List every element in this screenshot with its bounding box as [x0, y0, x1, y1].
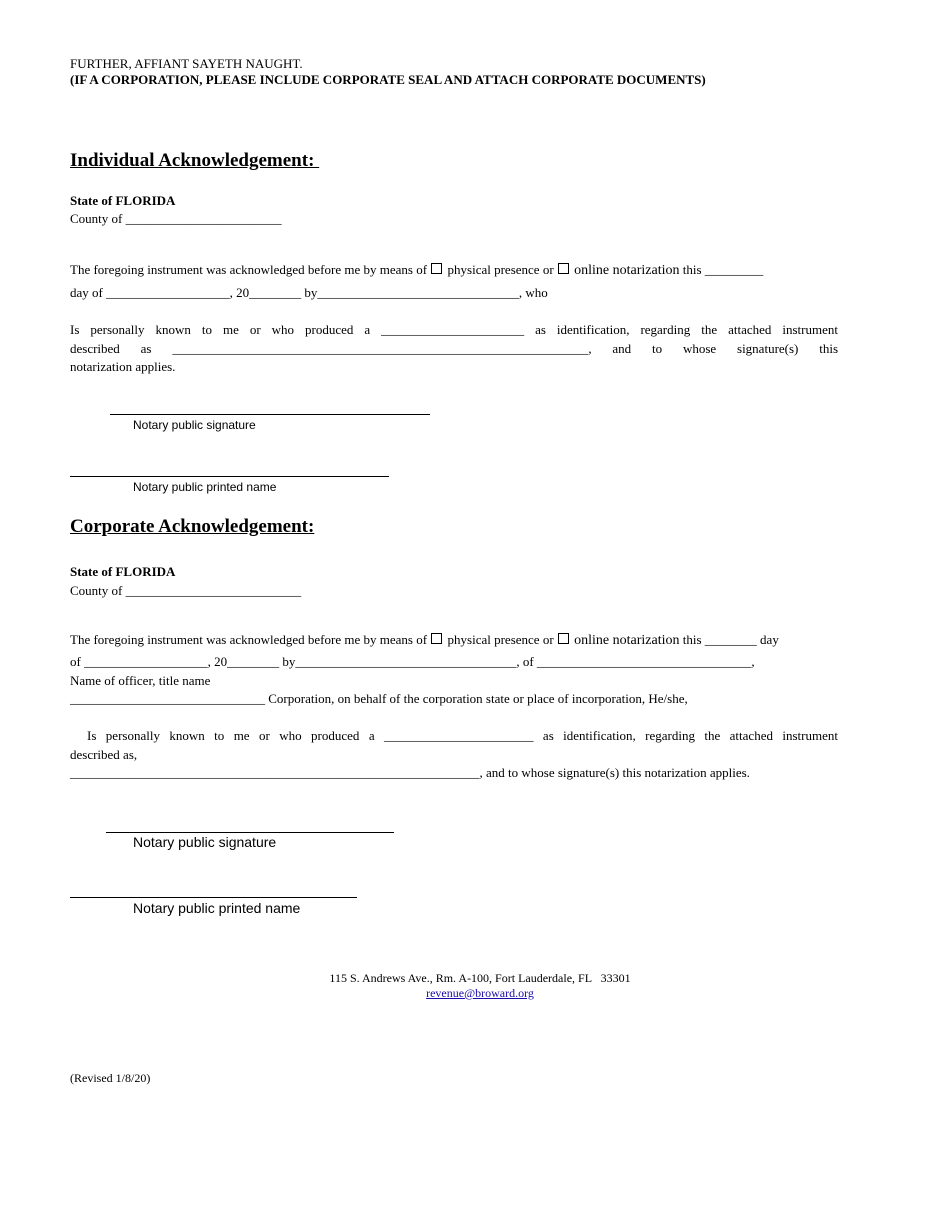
- individual-signature-label: Notary public signature: [133, 418, 256, 432]
- corporate-paragraph-1-line-2[interactable]: of ___________________, 20________ by__________________________________, of _________________________________,: [70, 654, 755, 669]
- footer-address: 115 S. Andrews Ave., Rm. A-100, Fort Lauderdale, FL 33301: [329, 971, 631, 985]
- individual-heading: Individual Acknowledgement:: [70, 150, 320, 171]
- individual-paragraph-2-line-3: notarization applies.: [70, 359, 176, 374]
- individual-paragraph-2-line-1[interactable]: Is personally known to me or who produced a ______________________ as identification, regarding the attached instrument: [70, 322, 838, 337]
- individual-state: State of FLORIDA: [70, 193, 176, 208]
- individual-p1-post: this _________: [679, 262, 764, 277]
- individual-printed-name-line[interactable]: [70, 476, 389, 477]
- corporation-instruction: (IF A CORPORATION, PLEASE INCLUDE CORPORATE SEAL AND ATTACH CORPORATE DOCUMENTS): [70, 72, 706, 87]
- individual-printed-name-label: Notary public printed name: [133, 480, 277, 494]
- corporate-heading: Corporate Acknowledgement:: [70, 516, 315, 537]
- individual-county-field[interactable]: County of ________________________: [70, 211, 282, 226]
- corporate-state: State of FLORIDA: [70, 564, 176, 579]
- corporate-paragraph-2-line-2: described as,: [70, 747, 138, 762]
- corporate-physical-presence-checkbox[interactable]: [431, 633, 442, 644]
- individual-signature-line[interactable]: [110, 414, 430, 415]
- corporate-paragraph-1-line-4[interactable]: ______________________________ Corporation, on behalf of the corporation state or place of incorporation, He/she,: [70, 691, 688, 706]
- online-notarization-checkbox[interactable]: [558, 263, 569, 274]
- corporate-p1-pre: The foregoing instrument was acknowledged before me by means of: [70, 632, 431, 647]
- individual-paragraph-2-line-2[interactable]: described as ________________________________________________________________, and to whose signature(s) this: [70, 341, 838, 356]
- corporate-county-field[interactable]: County of ___________________________: [70, 583, 302, 598]
- corporate-p1-opt2: online notarization: [574, 633, 680, 648]
- corporate-p1-post: this ________ day: [679, 632, 779, 647]
- affiant-statement: FURTHER, AFFIANT SAYETH NAUGHT.: [70, 56, 303, 71]
- individual-paragraph-1-line-2[interactable]: day of ___________________, 20________ by_______________________________, who: [70, 285, 548, 300]
- corporate-signature-label: Notary public signature: [133, 834, 277, 850]
- individual-p1-opt1: physical presence or: [444, 262, 557, 277]
- corporate-paragraph-1-line-1: [70, 632, 779, 649]
- corporate-online-notarization-checkbox[interactable]: [558, 633, 569, 644]
- individual-p1-opt2: online notarization: [574, 263, 680, 278]
- corporate-signature-line[interactable]: [106, 832, 394, 833]
- physical-presence-checkbox[interactable]: [431, 263, 442, 274]
- corporate-paragraph-2-line-3[interactable]: _______________________________________________________________, and to whose signature(s) this notarization applies.: [70, 765, 750, 780]
- corporate-paragraph-2-line-1[interactable]: Is personally known to me or who produced a _______________________ as identification, regarding the attached instrument: [87, 728, 838, 743]
- corporate-printed-name-label: Notary public printed name: [133, 900, 301, 916]
- corporate-p1-opt1: physical presence or: [444, 632, 557, 647]
- footer-email-link[interactable]: revenue@broward.org: [426, 986, 534, 1000]
- footer-email-wrap: [0, 986, 950, 1001]
- revision-note: (Revised 1/8/20): [70, 1071, 151, 1085]
- individual-p1-pre: The foregoing instrument was acknowledged before me by means of: [70, 262, 431, 277]
- individual-paragraph-1-line-1: [70, 262, 763, 279]
- corporate-officer-title-label: Name of officer, title name: [70, 673, 211, 688]
- corporate-printed-name-line[interactable]: [70, 897, 357, 898]
